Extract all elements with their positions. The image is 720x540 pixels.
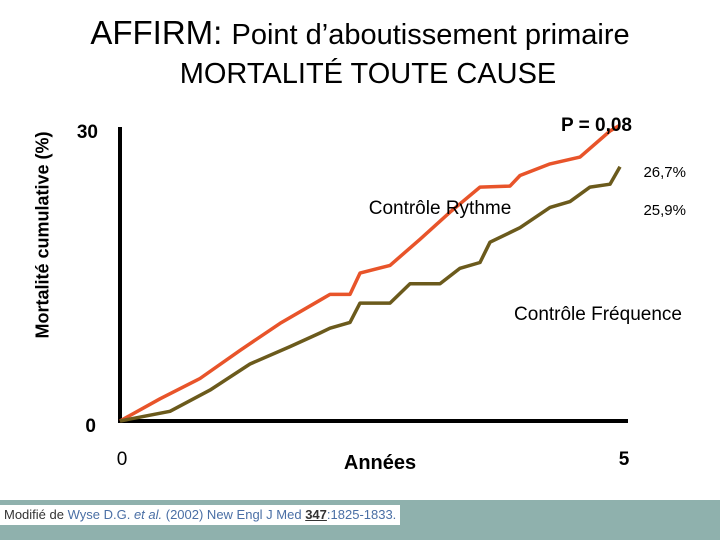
x-tick-label-start: 0	[116, 449, 128, 470]
citation-prefix: Modifié de	[4, 507, 68, 522]
citation-etal: et al.	[133, 507, 163, 522]
p-value-annotation: P = 0,08	[561, 115, 632, 136]
y-tick-label-bottom: 0	[85, 416, 96, 437]
series-label-rate: Contrôle Fréquence	[514, 304, 682, 325]
x-axis-label: Années	[343, 452, 417, 474]
y-axis-label: Mortalité cumulative (%)	[32, 131, 53, 339]
end-value-rate: 25,9%	[643, 202, 686, 219]
series-label-rhythm: Contrôle Rythme	[368, 198, 512, 219]
citation	[0, 505, 400, 525]
series-line-rhythm	[120, 125, 620, 421]
series-layer	[120, 125, 620, 421]
citation-journal: (2002) New Engl J Med	[162, 507, 306, 522]
x-tick-label-end: 5	[618, 449, 630, 470]
y-tick-label-top: 30	[76, 122, 98, 143]
citation-authors: Wyse D.G.	[67, 507, 134, 522]
title-rest: Point d’aboutissement primaire	[231, 19, 630, 51]
chart-axes	[118, 127, 628, 421]
slide-subtitle: MORTALITÉ TOUTE CAUSE	[179, 58, 557, 90]
citation-volume: 347	[305, 507, 327, 522]
citation-pages: :1825-1833.	[326, 507, 397, 522]
end-value-rhythm: 26,7%	[643, 164, 686, 181]
title-brand: AFFIRM:	[90, 14, 223, 51]
